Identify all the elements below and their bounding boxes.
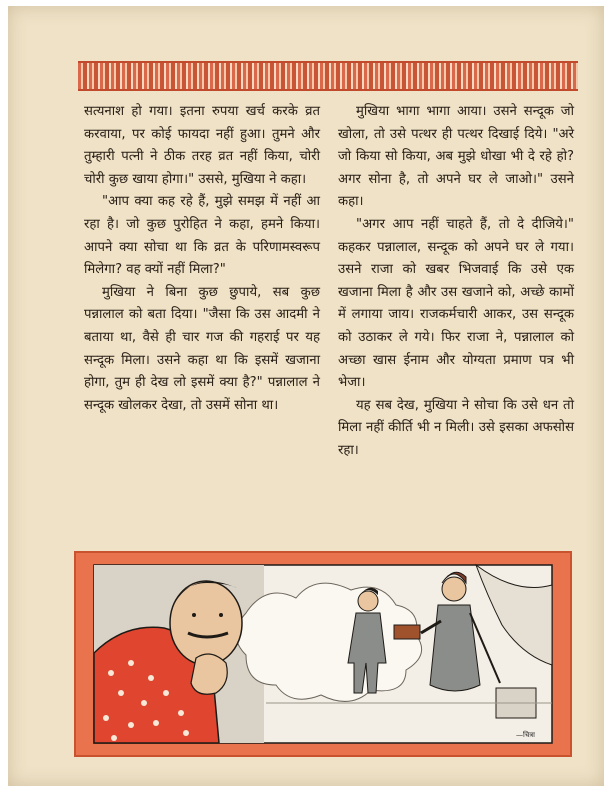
magazine-page [8,6,604,786]
mukhiya-face [170,581,242,665]
text-column-right [338,101,574,463]
illustration-drawing [76,553,570,755]
paragraph: मुखिया ने बिना कुछ छुपाये, सब कुछ पन्नालाल को बता दिया। "जैसा कि उस आदमी ने बताया था, वैसे ही चार गज की गहराई पर यह सन्दूक मिला। उसने कहा था कि इसमें खजाना होगा, तुम ही देख लो इसमें क्या है?" पन्नालाल ने सन्दूक खोलकर देखा, तो उसमें सोना था। [84,284,320,413]
officer-head [442,577,466,601]
paragraph: "आप क्या कह रहे हैं, मुझे समझ में नहीं आ रहा है। जो कुछ पुरोहित ने कहा, हमने किया। आपने क्या सोचा था कि व्रत के परिणामस्वरूप मिलेगा? वह क्यों नहीं मिला?" [84,194,320,278]
artist-signature: —चित्रा [516,731,535,739]
mukhiya-hand [191,654,227,694]
paragraph: सत्यनाश हो गया। इतना रुपया खर्च करके व्रत करवाया, पर कोई फायदा नहीं हुआ। तुमने और तुम्हारी पत्नी ने ठीक तरह व्रत नहीं किया, चोरी चोरी कुछ खाया होगा।" उससे, मुखिया ने कहा। [84,104,320,187]
treasure-chest [394,625,420,639]
paragraph: मुखिया भागा भागा आया। उसने सन्दूक जो खोला, तो उसे पत्थर ही पत्थर दिखाई दिये। "अरे जो किया सो किया, अब मुझे धोखा भी दे रहे हो? अगर सोना है, तो अपने घर ले जाओ।" उसने कहा। [338,104,574,210]
text-column-left [84,101,320,417]
pannalal-head [358,591,378,611]
paragraph: यह सब देख, मुखिया ने सोचा कि उसे धन तो मिला नहीं कीर्ति भी न मिली। उसे इसका अफसोस रहा। [338,397,574,458]
paragraph: "अगर आप नहीं चाहते हैं, तो दे दीजिये।" कहकर पन्नालाल, सन्दूक को अपने घर ले गया। उसने राजा को खबर भिजवाई कि उसे एक खजाना मिला है और उस खजाने को, अच्छे कामों में लगाया जाय। राजकर्मचारी आकर, उस सन्दूक को उठाकर ले गये। फिर राजा ने, पन्नालाल को अच्छा खास ईनाम और योग्यता प्रमाण पत्र भी भेजा। [338,216,574,391]
story-illustration [74,551,572,757]
decorative-header-border [78,61,578,91]
thought-cloud [236,583,422,701]
